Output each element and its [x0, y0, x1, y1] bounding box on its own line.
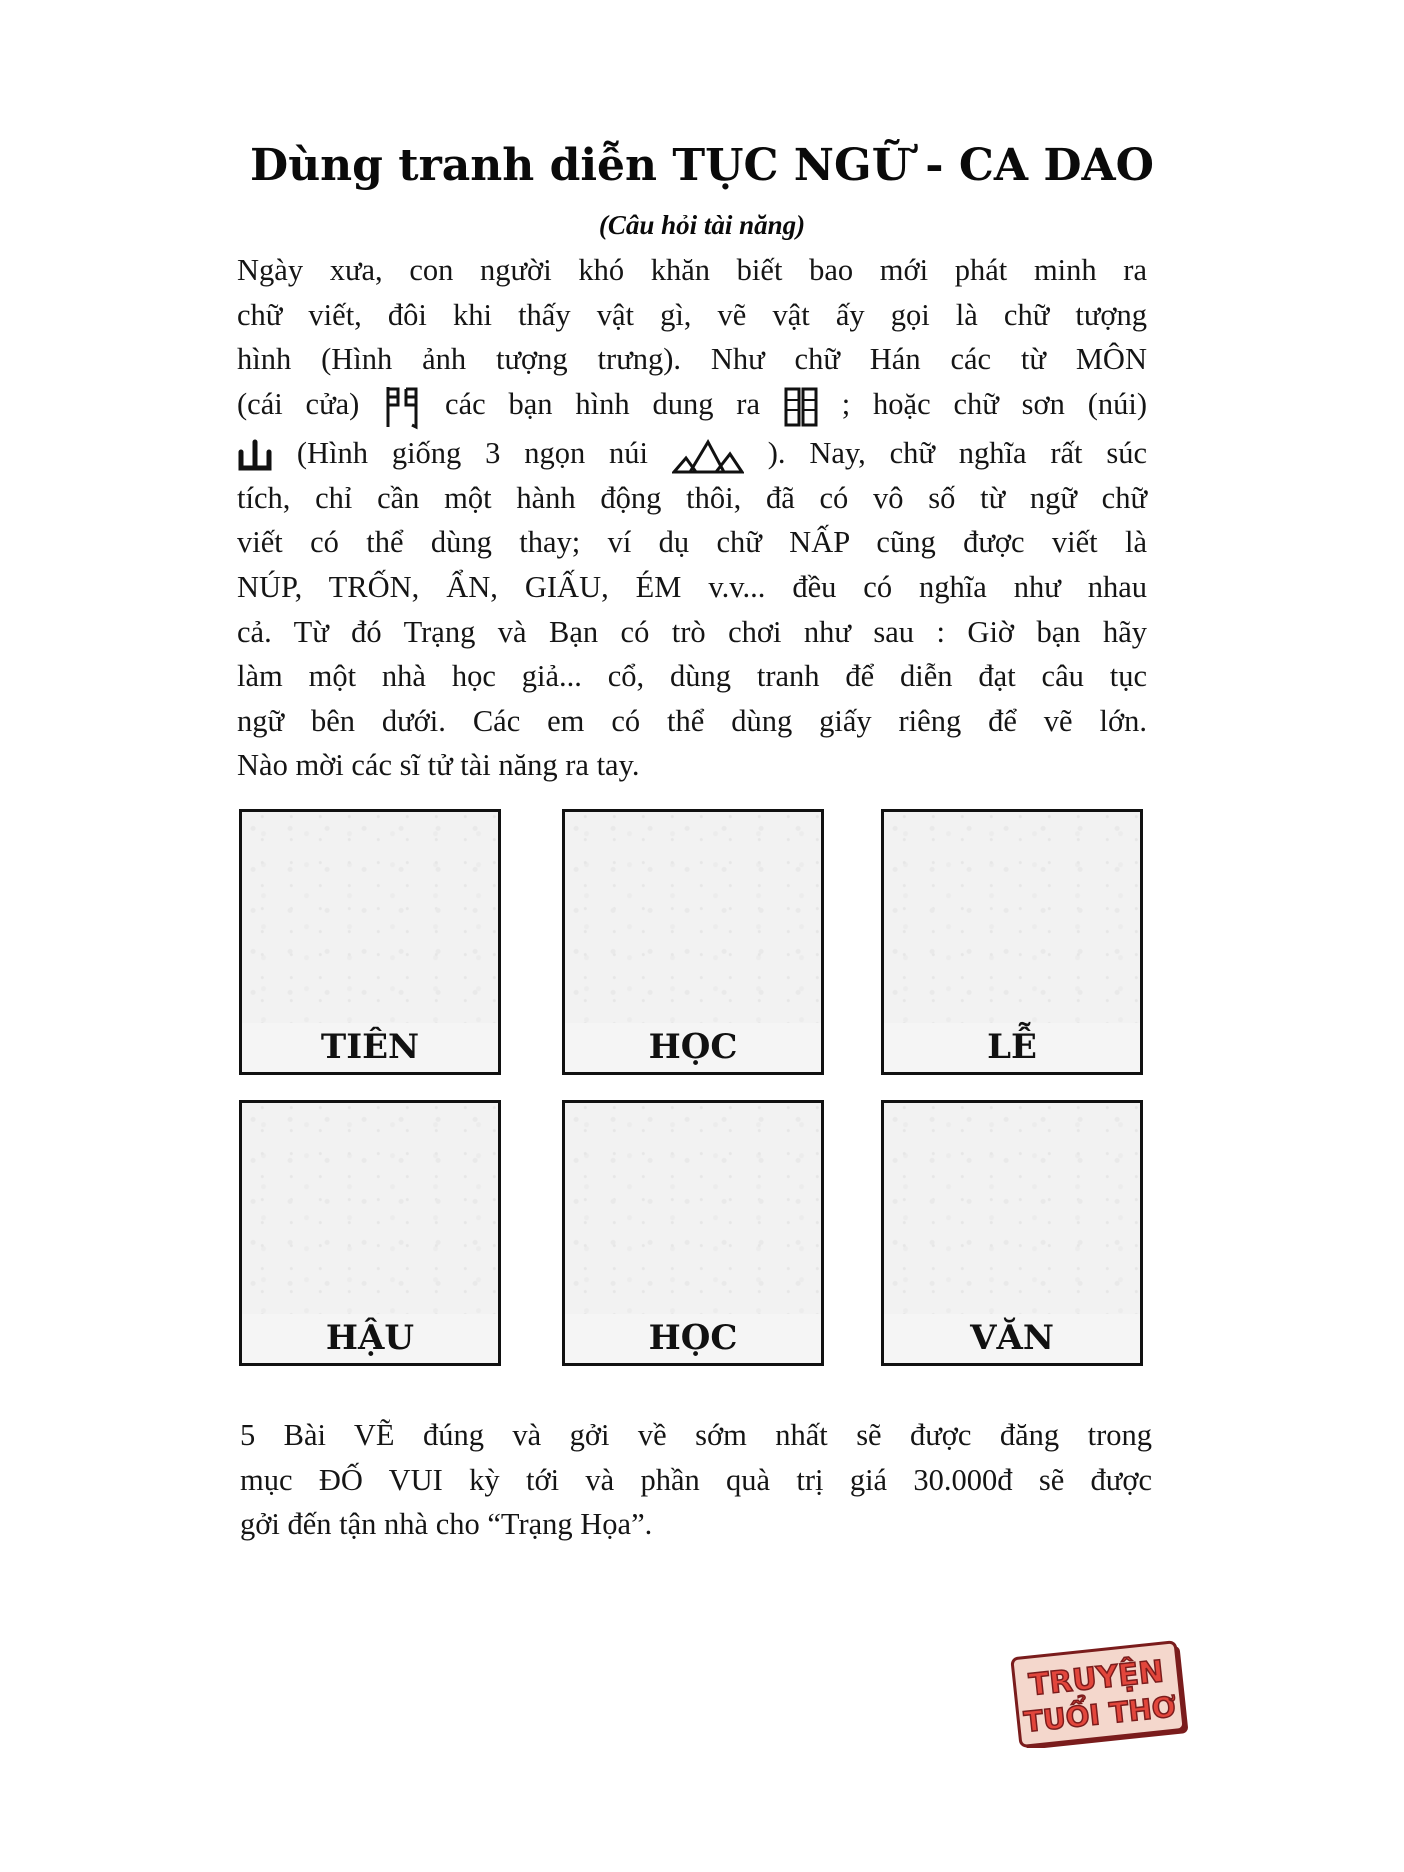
box-label: HẬU — [242, 1314, 498, 1363]
intro-text-segment: ). Nay, chữ nghĩa rất súc — [767, 435, 1148, 470]
logo-line-1: TRUYỆN — [1027, 1654, 1166, 1704]
drawing-box-hoc-1[interactable] — [562, 809, 824, 1075]
footer-line: gởi đến tận nhà cho “Trạng Họa”. — [240, 1507, 653, 1542]
chinese-mountain-character-icon — [237, 438, 273, 474]
door-picture-icon — [783, 386, 819, 428]
box-label: HỌC — [565, 1023, 821, 1072]
page-title: Dùng tranh diễn TỤC NGỮ - CA DAO — [250, 140, 1154, 191]
intro-line: Ngày xưa, con người khó khăn biết bao mới phát minh ra — [237, 253, 1147, 287]
box-label: VĂN — [884, 1314, 1140, 1363]
intro-line: Nào mời các sĩ tử tài năng ra tay. — [237, 748, 640, 783]
intro-line: chữ viết, đôi khi thấy vật gì, vẽ vật ấy gọi là chữ tượng — [237, 297, 1147, 332]
box-label: LỄ — [884, 1023, 1140, 1072]
drawing-area[interactable] — [242, 1103, 498, 1317]
intro-line-with-glyphs — [237, 382, 1147, 431]
intro-text-segment: (cái cửa) — [237, 386, 383, 421]
intro-line: hình (Hình ảnh tượng trưng). Như chữ Hán các từ MÔN — [237, 342, 1147, 377]
three-mountains-icon — [672, 436, 744, 476]
intro-paragraph — [237, 248, 1147, 788]
drawing-area[interactable] — [565, 812, 821, 1026]
prize-notice — [240, 1413, 1152, 1547]
drawing-box-le[interactable] — [881, 809, 1143, 1075]
intro-line: ngữ bên dưới. Các em có thể dùng giấy riêng để vẽ lớn. — [237, 703, 1147, 738]
box-label: HỌC — [565, 1314, 821, 1363]
intro-line-with-glyphs — [237, 431, 1147, 476]
intro-line: viết có thể dùng thay; ví dụ chữ NẤP cũng được viết là — [237, 525, 1147, 560]
intro-text-segment: (Hình giống 3 ngọn núi — [296, 435, 672, 470]
drawing-area[interactable] — [565, 1103, 821, 1317]
drawing-box-tien[interactable] — [239, 809, 501, 1075]
intro-text-segment: các bạn hình dung ra — [445, 386, 783, 421]
intro-line: làm một nhà học giả... cổ, dùng tranh để diễn đạt câu tục — [237, 659, 1147, 694]
intro-line: cả. Từ đó Trạng và Bạn có trò chơi như sau : Giờ bạn hãy — [237, 614, 1147, 649]
box-label: TIÊN — [242, 1023, 498, 1072]
page-subtitle: (Câu hỏi tài năng) — [598, 210, 806, 240]
drawing-box-hoc-2[interactable] — [562, 1100, 824, 1366]
truyen-tuoi-tho-logo — [1010, 1640, 1188, 1748]
footer-line: mục ĐỐ VUI kỳ tới và phần quà trị giá 30.000đ sẽ được — [240, 1462, 1152, 1497]
drawing-box-van[interactable] — [881, 1100, 1143, 1366]
drawing-area[interactable] — [242, 812, 498, 1026]
intro-line: tích, chỉ cần một hành động thôi, đã có vô số từ ngữ chữ — [237, 480, 1147, 515]
drawing-box-hau[interactable] — [239, 1100, 501, 1366]
intro-text-segment: ; hoặc chữ sơn (núi) — [841, 386, 1148, 421]
chinese-door-character-icon — [382, 383, 422, 431]
drawing-area[interactable] — [884, 1103, 1140, 1317]
footer-line: 5 Bài VẼ đúng và gởi về sớm nhất sẽ được đăng trong — [240, 1418, 1152, 1452]
drawing-area[interactable] — [884, 812, 1140, 1026]
logo-line-2: TUỔI THƠ — [1022, 1690, 1178, 1739]
intro-line: NÚP, TRỐN, ẨN, GIẤU, ÉM v.v... đều có nghĩa như nhau — [237, 569, 1147, 604]
